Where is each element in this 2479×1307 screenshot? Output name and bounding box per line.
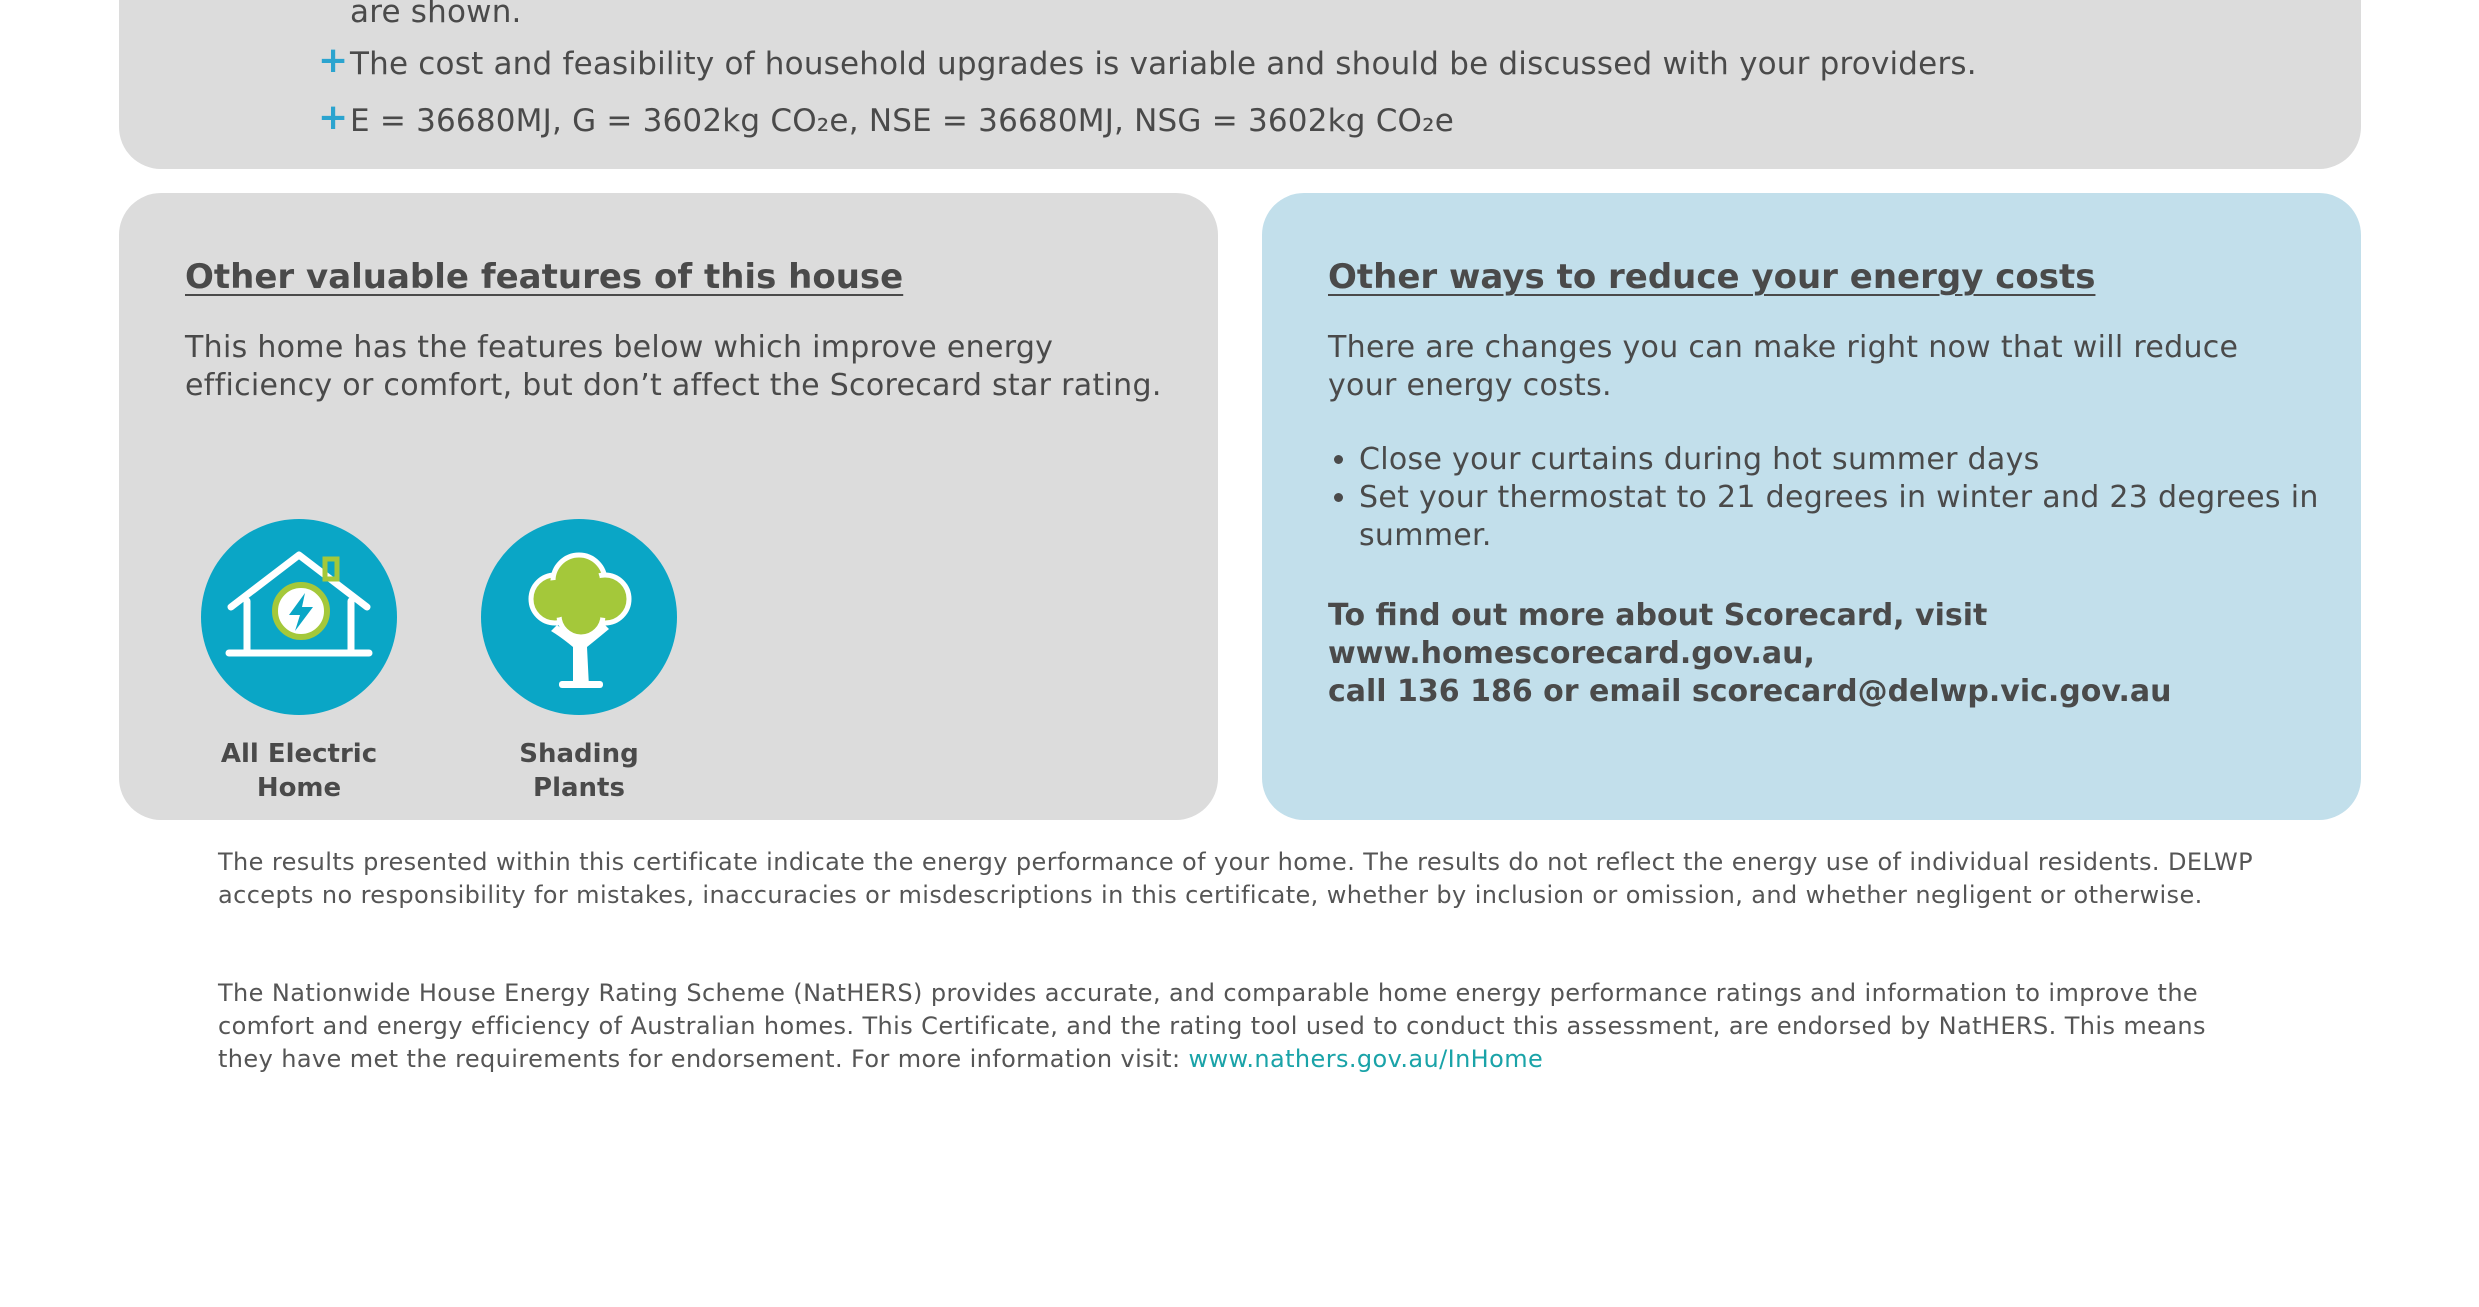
scorecard-website-link[interactable]: www.homescorecard.gov.au, xyxy=(1328,636,1815,671)
feature-label-line: Plants xyxy=(533,773,625,803)
tree-icon xyxy=(481,519,677,715)
tips-card-title: Other ways to reduce your energy costs xyxy=(1328,257,2096,297)
nathers-link[interactable]: www.nathers.gov.au/InHome xyxy=(1188,1045,1544,1073)
contact-line[interactable]: call 136 186 or email scorecard@delwp.vic.gov.au xyxy=(1328,674,2172,709)
feature-label-line: All Electric xyxy=(220,739,378,769)
feature-label-line: Home xyxy=(256,773,342,803)
feature-label-line: Shading xyxy=(519,739,639,769)
feature-all-electric-home xyxy=(199,519,399,805)
features-card-description: This home has the features below which improve energy efficiency or comfort, but don’t affect the Scorecard star rating. xyxy=(185,330,1162,403)
features-card xyxy=(119,193,1218,820)
disclaimer-paragraph: The results presented within this certificate indicate the energy performance of your home. The results do not reflect the energy use of individual residents. DELWP accepts no responsibility for mistakes, inaccuracies or misdescriptions in this certificate, whether by inclusion or omission, and whether negligent or otherwise. xyxy=(218,848,2253,909)
plus-bullet-icon: + xyxy=(318,40,349,81)
more-info-line: To find out more about Scorecard, visit xyxy=(1328,598,1988,633)
note-item-energy-values: E = 36680MJ, G = 3602kg CO₂e, NSE = 36680MJ, NSG = 3602kg CO₂e xyxy=(350,103,1455,139)
nathers-text: The Nationwide House Energy Rating Scheme (NatHERS) provides accurate, and comparable home energy performance ratings and information to improve the comfort and energy efficiency of Australian homes. This Certificate, and the rating tool used to conduct this assessment, are endorsed by NatHERS. This means they have met the requirements for endorsement. For more information visit: xyxy=(218,979,2206,1073)
note-item: The cost and feasibility of household upgrades is variable and should be discussed with your providers. xyxy=(350,46,1977,82)
feature-shading-plants xyxy=(479,519,679,805)
list-item: • Set your thermostat to 21 degrees in winter and 23 degrees in summer. xyxy=(1359,479,2319,555)
features-card-title: Other valuable features of this house xyxy=(185,257,904,297)
plus-bullet-icon: + xyxy=(318,97,349,138)
list-item: • Close your curtains during hot summer days xyxy=(1359,441,2319,479)
note-partial-line: are shown. xyxy=(350,0,522,30)
tips-list xyxy=(1328,441,2319,555)
more-info-block xyxy=(1328,597,2171,711)
tips-card xyxy=(1262,193,2361,820)
nathers-paragraph xyxy=(218,977,2268,1076)
electric-house-icon xyxy=(201,519,397,715)
tips-card-description: There are changes you can make right now that will reduce your energy costs. xyxy=(1328,330,2239,403)
